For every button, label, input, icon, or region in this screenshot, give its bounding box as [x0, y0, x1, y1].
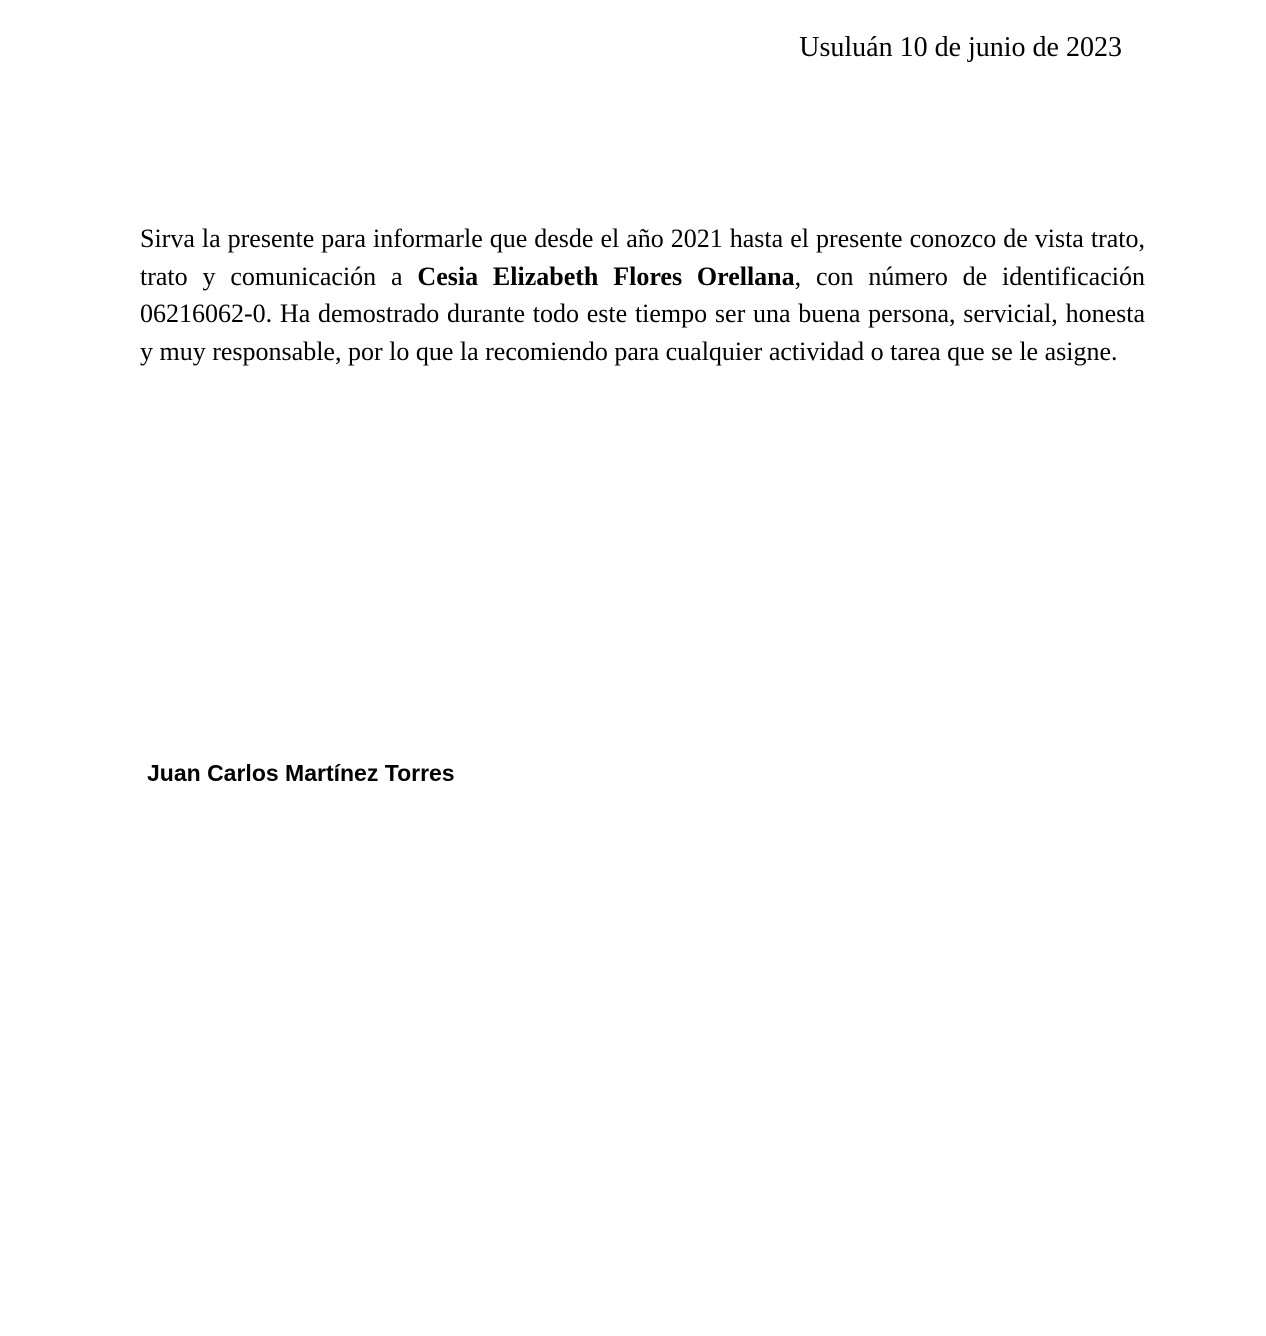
signer-name: Juan Carlos Martínez Torres — [147, 760, 455, 786]
letter-body — [140, 220, 1145, 370]
letter-date: Usuluán 10 de junio de 2023 — [799, 32, 1122, 63]
letter-body-details: , con número de identificación 06216062-0. Ha demostrado durante todo este tiempo ser una buena persona, servicial, honesta y muy responsable, por lo que la recomiendo para cualquier actividad o tarea que se le asigne. — [140, 261, 1145, 366]
recommended-person-name: Cesia Elizabeth Flores Orellana — [417, 261, 795, 291]
letter-body-intro: Sirva la presente para informarle que desde el año 2021 hasta el presente conozco de vista trato, trato y comunicación a — [140, 224, 1145, 291]
